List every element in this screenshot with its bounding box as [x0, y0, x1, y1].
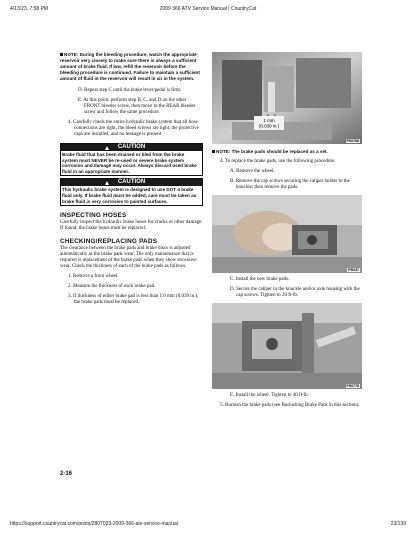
browser-print-header — [10, 6, 406, 16]
pads-paragraph: The clearance between the brake pads and brake discs is adjusted automatically as the brake pads wear. The only maintenance that is required is replacement of the brake pads when they show excessive wear. Check the thickness of each of the brake pads as follows. — [60, 246, 197, 270]
caution-text-reuse: Brake fluid that has been drained or bled from the brake system must NEVER be re-used or severe brake system corrosion and damage may occur. Always discard used brake fluid in an appropriate manner. — [62, 152, 197, 174]
substep-b: B. Remove the cap screws securing the caliper holder to the knuckle; then remove the pads. — [230, 179, 350, 190]
note-bullet-icon — [60, 53, 63, 56]
step-1: 1. Remove a front wheel. — [68, 274, 119, 280]
caution-box-dot4 — [60, 178, 203, 206]
manual-page — [60, 52, 360, 477]
thickness-label-mm: 1 mm — [263, 118, 275, 123]
step-3: 3. If thickness of either brake pad is less than 1.0 mm (0.039 in.), the brake pads must be replaced. — [68, 294, 199, 306]
hoses-paragraph: Carefully inspect the hydraulic brake hoses for cracks or other damage. If found, the brake hoses must be replaced. — [60, 220, 203, 232]
caliper-wrench-image — [212, 303, 362, 389]
figure-code: PS0778 — [346, 384, 359, 388]
substep-c: C. Install the new brake pads. — [230, 277, 290, 282]
thickness-label-in: (0.039 in.) — [258, 123, 280, 129]
warning-triangle-icon — [105, 146, 109, 150]
step-4-replace-pads: 4. To replace the brake pads, use the following procedure. — [220, 159, 336, 164]
substep-a: A. Remove the wheel. — [230, 169, 275, 174]
figure-code: PR237 — [348, 268, 359, 272]
step-2: 2. Measure the thickness of each brake pad. — [68, 284, 156, 290]
hand-holding-pad-image — [212, 195, 362, 273]
page-tab-title: 2009 366 ATV Service Manual | CountryCat — [159, 6, 257, 12]
note-bullet-icon — [212, 150, 215, 153]
page-count: 23/139 — [390, 521, 406, 527]
left-column — [60, 52, 203, 306]
page-url: https://support.countrycat.com/posts/2807033-2009-366-atv-service-manual — [10, 521, 178, 527]
step-5: 5. Burnish the brake pads (see Burnishing Brake Pads in this section). — [220, 403, 360, 408]
warning-triangle-icon — [105, 181, 109, 185]
heading-checking-replacing-pads: CHECKING/REPLACING PADS — [60, 238, 158, 246]
step-e: E. At this point, perform step B, C, and D on the other FRONT bleeder screw, then move to the REAR bleeder screw and follow the same procedure. — [78, 98, 196, 115]
page-number: 2-16 — [60, 471, 73, 477]
caution-text-dot4: This hydraulic brake system is designed to use DOT 4 brake fluid only. If brake fluid must be added, care must be taken as brake fluid is very corrosive to painted surfaces. — [62, 187, 197, 204]
heading-inspecting-hoses: INSPECTING HOSES — [60, 212, 127, 220]
figure-code: PS0768 — [346, 139, 359, 143]
brake-pad-thickness-photo — [212, 52, 362, 144]
print-timestamp: 4/13/23, 7:58 PM — [10, 6, 49, 12]
caution-box-reuse — [60, 143, 203, 176]
replace-as-set-note: NOTE: The brake pads should be replaced as a set. — [212, 149, 362, 155]
caution-header: CAUTION — [61, 179, 202, 186]
caliper-tightening-photo — [212, 303, 362, 389]
right-column — [212, 52, 362, 409]
brake-caliper-image — [212, 52, 362, 144]
caution-header: CAUTION — [61, 144, 202, 151]
step-4-check-system: 4. Carefully check the entire hydraulic brake system that all hose connections are tight, the bleed screws are tight, the protective caps are installed, and no leakage is present. — [68, 120, 199, 137]
substep-d: D. Secure the caliper to the knuckle and/or axle housing with the cap screws. Tighten to 20 ft-lb. — [230, 287, 360, 298]
bleeding-note: NOTE: During the bleeding procedure, watch the appropriate reservoir very closely to make sure there is always a sufficient amount of brake fluid. If low, refill the reservoir before the bleeding procedure is continued. Failure to maintain a sufficient amount of fluid in the reservoir will result in air in the system. — [60, 52, 200, 81]
substep-e: E. Install the wheel. Tighten to 40 ft-lb. — [230, 393, 309, 398]
brake-pad-removal-photo — [212, 195, 362, 273]
step-d: D. Repeat step C until the brake lever/pedal is firm. — [78, 88, 182, 93]
browser-print-footer — [10, 521, 406, 531]
